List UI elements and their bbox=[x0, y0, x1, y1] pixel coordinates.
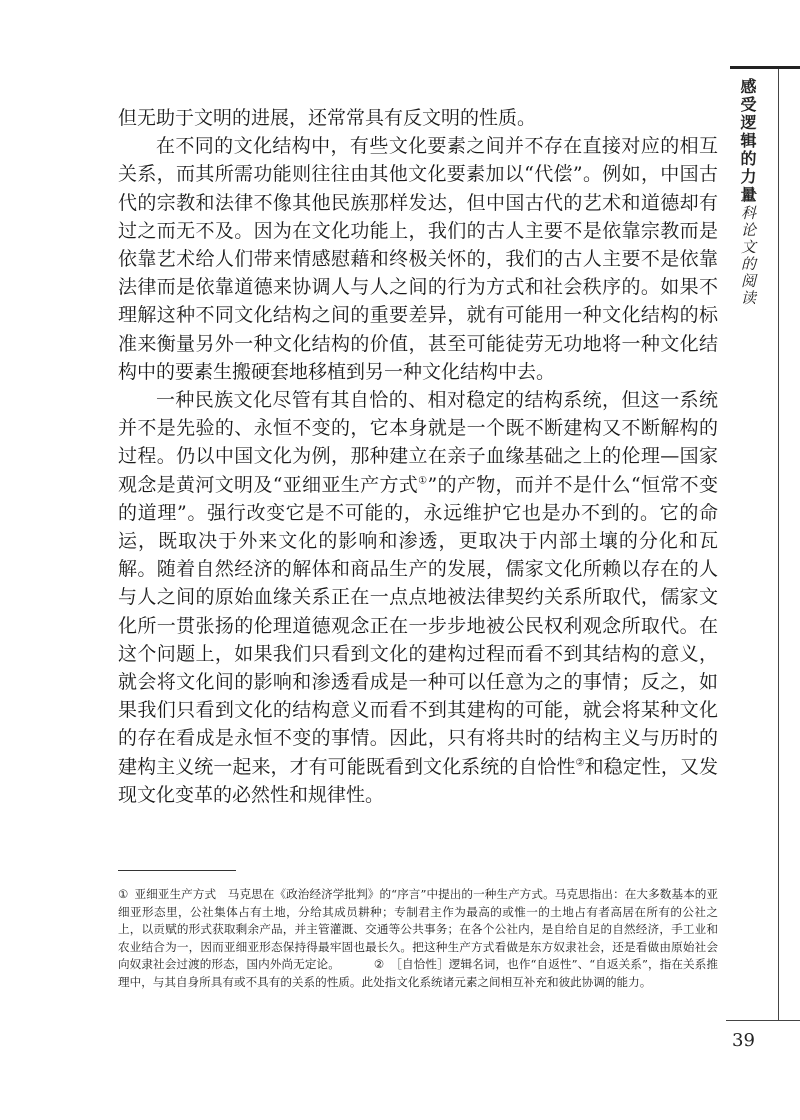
paragraph-3-part-3: 和稳定性，又发现文化变革的必然性和规律性。 bbox=[118, 755, 718, 806]
paragraph-1: 但无助于文明的进展，还常常具有反文明的性质。 bbox=[118, 107, 537, 129]
footnote-block bbox=[118, 886, 718, 991]
footnote-ref-1[interactable]: ① bbox=[418, 475, 428, 487]
running-title: 感受逻辑的力量 bbox=[738, 78, 757, 204]
header-rule bbox=[730, 66, 800, 69]
paragraph-3-part-1: 一种民族文化尽管有其自恰的、相对稳定的结构系统，但这一系统并不是先验的、永恒不变的，它本身就是一个既不断建构又不断解构的过程。仍以中国文化为例，那种建立在亲子血缘基础之上的伦理—国家观念是黄河文明及“亚细亚生产方式 bbox=[118, 389, 718, 496]
footnote-1-mark: ① bbox=[118, 887, 129, 901]
paragraph-3 bbox=[118, 386, 718, 809]
page-number: 39 bbox=[732, 1030, 755, 1051]
footer-rule bbox=[726, 1020, 800, 1021]
paragraph-3-part-2: ”的产物，而并不是什么“恒常不变的道理”。强行改变它是不可能的，永远维护它也是办不到的。它的命运，既取决于外来文化的影响和渗透，更取决于内部土壤的分化和瓦解。随着自然经济的解体和商品生产的发展，儒家文化所赖以存在的人与人之间的原始血缘关系正在一点点地被法律契约关系所取代，儒家文化所一贯张扬的伦理道德观念正在一步步地被公民权利观念所取代。在这个问题上，如果我们只看到文化的建构过程而看不到其结构的意义，就会将文化间的影响和渗透看成是一种可以任意为之的事情；反之，如果我们只看到文化的结构意义而看不到其建构的可能，就会将某种文化的存在看成是永恒不变的事情。因此，只有将共时的结构主义与历时的建构主义统一起来，才有可能既看到文化系统的自恰性 bbox=[118, 473, 718, 778]
body-text bbox=[118, 104, 718, 809]
footnote-1-text: 亚细亚生产方式 马克思在《政治经济学批判》的“序言”中提出的一种生产方式。马克思指出：在大多数基本的亚细亚形态里，公社集体占有土地，分给其成员耕种；专制君主作为最高的或惟一的土地占有者高居在所有的公社之上，以贡赋的形式获取剩余产品，并主管灌溉、交通等公共事务；在各个公社内，是自给自足的自然经济，手工业和农业结合为一，因而亚细亚形态保持得最牢固也最长久。把这种生产方式看做是东方奴隶社会，还是看做由原始社会向奴隶社会过渡的形态，国内外尚无定论。 bbox=[118, 887, 718, 971]
footnote-2-mark: ② bbox=[373, 957, 385, 971]
margin-rule bbox=[778, 69, 779, 1020]
footnotes bbox=[118, 886, 718, 991]
footnote-divider bbox=[118, 870, 236, 871]
paragraph-2: 在不同的文化结构中，有些文化要素之间并不存在直接对应的相互关系，而其所需功能则往往由其他文化要素加以“代偿”。例如，中国古代的宗教和法律不像其他民族那样发达，但中国古代的艺术和道德却有过之而无不及。因为在文化功能上，我们的古人主要不是依靠宗教而是依靠艺术给人们带来情感慰藉和终极关怀的，我们的古人主要不是依靠法律而是依靠道德来协调人与人之间的行为方式和社会秩序的。如果不理解这种不同文化结构之间的重要差异，就有可能用一种文化结构的标准来衡量另外一种文化结构的价值，甚至可能徒劳无功地将一种文化结构中的要素生搬硬套地移植到另一种文化结构中去。 bbox=[118, 135, 718, 383]
running-subtitle: 社科论文的阅读 bbox=[739, 188, 757, 307]
footnote-ref-2[interactable]: ② bbox=[575, 757, 585, 769]
footnote-2-text: ［自恰性］逻辑名词，也作“自返性”、“自返关系”，指在关系推理中，与其自身所具有或不具有的关系的性质。此处指文化系统诸元素之间相互补充和彼此协调的能力。 bbox=[118, 957, 718, 989]
